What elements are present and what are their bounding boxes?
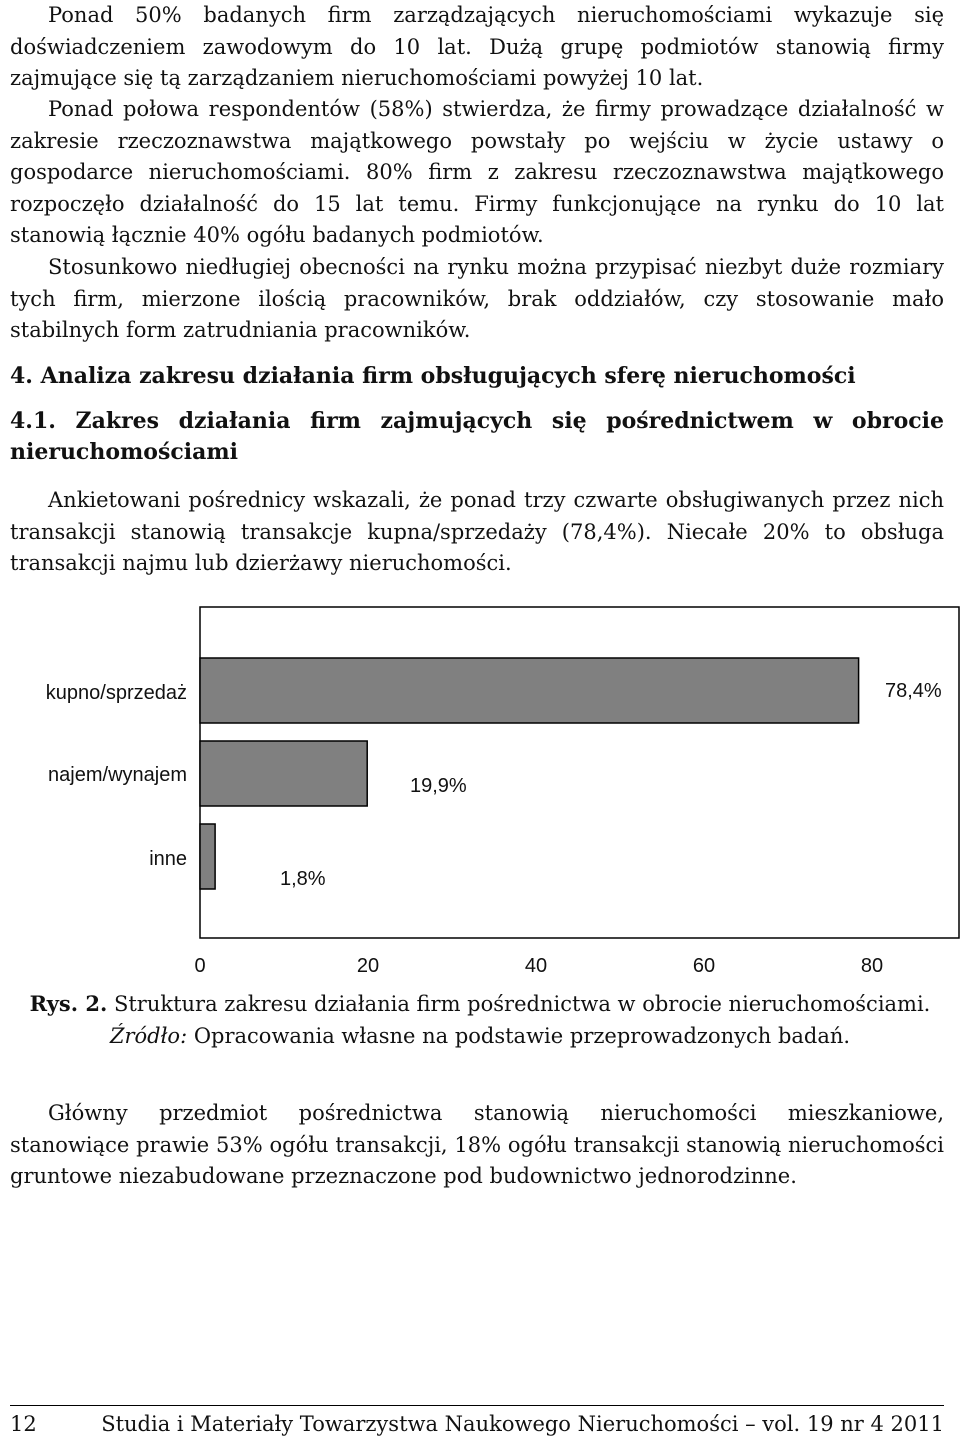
bar-1 — [200, 741, 367, 806]
caption-source-label: Źródło: — [109, 1023, 188, 1048]
x-tick-label: 40 — [524, 955, 548, 977]
paragraph-4: Ankietowani pośrednicy wskazali, że ponad trzy czwarte obsługiwanych przez nich transakcji stanowią transakcje kupna/sprzedaży (78,4%). Niecałe 20% to obsługa transakcji najmu lub dzierżawy nieruchomości. — [10, 488, 944, 575]
value-label: 19,9% — [410, 775, 467, 797]
paragraph-2: Ponad połowa respondentów (58%) stwierdza, że firmy prowadzące działalność w zakresie rzeczoznawstwa majątkowego powstały po wejściu w życie ustawy o gospodarce nieruchomościami. 80% firm z zakresu rzeczoznawstwa majątkowego rozpoczęło działalność do 15 lat temu. Firmy funkcjonujące na rynku do 10 lat stanowią łącznie 40% ogółu badanych podmiotów. — [10, 97, 944, 247]
value-label: 78,4% — [885, 680, 942, 702]
journal-footer: Studia i Materiały Towarzystwa Naukowego Nieruchomości – vol. 19 nr 4 2011 — [101, 1412, 944, 1436]
value-label: 1,8% — [280, 868, 326, 890]
page-number: 12 — [10, 1412, 37, 1436]
paragraph-3: Stosunkowo niedługiej obecności na rynku można przypisać niezbyt duże rozmiary tych firm, mierzone ilością pracowników, brak oddziałów, czy stosowanie mało stabilnych form zatrudniania pracowników. — [10, 255, 944, 342]
category-label: inne — [149, 848, 187, 870]
bar-0 — [200, 658, 859, 723]
bar-2 — [200, 824, 215, 889]
category-label: kupno/sprzedaż — [45, 682, 187, 704]
x-tick-label: 80 — [860, 955, 884, 977]
paragraph-1: Ponad 50% badanych firm zarządzających nieruchomościami wykazuje się doświadczeniem zawodowym do 10 lat. Dużą grupę podmiotów stanowią firmy zajmujące się tą zarządzaniem nieruchomościami powyżej 10 lat. — [10, 3, 944, 90]
caption-text: Struktura zakresu działania firm pośrednictwa w obrocie nieruchomościami. — [107, 992, 931, 1016]
category-label: najem/wynajem — [48, 764, 187, 786]
paragraph-5: Główny przedmiot pośrednictwa stanowią nieruchomości mieszkaniowe, stanowiące prawie 53% ogółu transakcji, 18% ogółu transakcji stanowią nieruchomości gruntowe niezabudowane przeznaczone pod budownictwo jednorodzinne. — [10, 1101, 944, 1188]
caption-label: Rys. 2. — [29, 991, 108, 1016]
x-tick-label: 20 — [356, 955, 380, 977]
x-tick-label: 0 — [194, 955, 206, 977]
footer-divider — [10, 1405, 944, 1406]
section-heading-4: 4. Analiza zakresu działania firm obsługujących sferę nieruchomości — [10, 363, 856, 389]
section-heading-4-1: 4.1. Zakres działania firm zajmujących się pośrednictwem w obrocie nieruchomościami — [10, 408, 944, 465]
figure-caption — [0, 988, 960, 1052]
caption-source-text: Opracowania własne na podstawie przeprowadzonych badań. — [187, 1023, 851, 1048]
x-tick-label: 60 — [692, 955, 716, 977]
bar-chart — [0, 600, 960, 990]
